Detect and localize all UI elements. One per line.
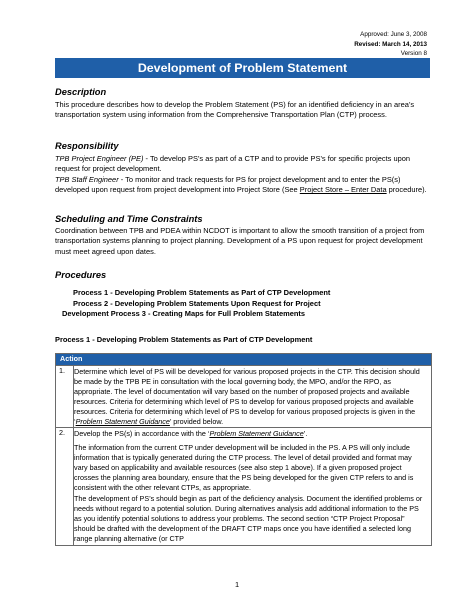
step2-paragraph-2: The development of PS’s should begin as part of the deficiency analysis. Document the identified problems or needs without regard to a potential solution. During alternatives analysis add additional information to the PS as you identify potential solutions to address your problems. The second section “CTP Project Proposal” should be drafted with the development of the DRAFT CTP maps once you have identified a selected long range planning alternative (or CTP	[74, 493, 423, 543]
guidance-link[interactable]: Problem Statement Guidance	[75, 416, 170, 426]
scheduling-text: Coordination between TPB and PDEA within NCDOT is important to allow the smooth transition of a project from transportation systems planning to project planning. Development of a PS upon request for project development must meet agreed upon dates.	[55, 226, 425, 256]
procedure-item-3[interactable]: Development Process 3 - Creating Maps for Full Problem Statements	[62, 309, 306, 319]
description-heading: Description	[55, 87, 107, 97]
procedures-list	[62, 288, 331, 320]
project-store-link[interactable]: Project Store – Enter Data	[299, 185, 387, 195]
procedure-item-2[interactable]: Process 2 - Developing Problem Statements Upon Request for Project	[73, 298, 321, 308]
role-staff-end: procedure).	[386, 185, 427, 195]
step-text: Determine which level of PS will be developed for various proposed projects in the CTP. This decision should be made by the TPB PE in consultation with the local governing body, the MPO, and/or the RPO, as appropriate. The level of documentation will vary based on the number of proposed projects and available resources. Criteria for determining which level of PS to develop for various proposed projects and available resources. Criteria for determining which level of PS to develop for various proposed projects is given in the ‘Problem Statement Guidance’ provided below.	[74, 366, 432, 428]
procedures-heading: Procedures	[55, 270, 107, 280]
responsibility-text	[55, 154, 433, 196]
approved-date: Approved: June 3, 2008	[360, 31, 427, 38]
step-number: 1.	[56, 366, 74, 428]
step2-paragraph-1: The information from the current CTP under development will be included in the PS. A PS will only include information that is typically generated during the CTP process. The level of detail provided and format may vary based on applicability and available resources (see also step 1 above). If a given proposed project crosses the planning area boundary, ensure that the PS being developed for the given CTP refers to and is consistent with the other relevant CTPs, as appropriate.	[74, 443, 414, 492]
responsibility-heading: Responsibility	[55, 141, 119, 151]
step-text: Develop the PS(s) in accordance with the ‘Problem Statement Guidance’. The information from the current CTP under development will be included in the PS. A PS will only include information that is typically generated during the CTP process. The level of detail provided and format may vary based on applicability and available resources (see also step 1 above). If a given proposed project crosses the planning area boundary, ensure that the PS being developed for the given CTP refers to and is consistent with the other relevant CTPs, as appropriate. The development of PS’s should begin as part of the deficiency analysis. Document the identified problems or needs without regard to a potential solution. During alternatives analysis add additional information to the PS as you identify potential solutions to address your problems. The second section “CTP Project Proposal” should be drafted with the development of the DRAFT CTP maps once you have identified a selected long range planning alternative (or CTP	[74, 428, 432, 546]
process1-heading: Process 1 - Developing Problem Statements as Part of CTP Development	[55, 335, 313, 344]
scheduling-heading: Scheduling and Time Constraints	[55, 214, 203, 224]
revised-date: Revised: March 14, 2013	[354, 40, 427, 48]
role-pe-text: - To develop PS’s as part of a CTP and to provide PS’s for specific projects upon request for project development.	[55, 154, 410, 174]
page-number: 1	[234, 580, 240, 589]
guidance-link[interactable]: Problem Statement Guidance	[209, 429, 304, 439]
action-table	[55, 353, 432, 546]
role-pe: TPB Project Engineer (PE)	[55, 154, 144, 163]
version-label: Version 8	[400, 50, 427, 58]
role-staff: TPB Staff Engineer	[55, 174, 119, 184]
description-text: This procedure describes how to develop the Problem Statement (PS) for an identified deficiency in an area’s transportation system using information from the Comprehensive Transportation Plan (CTP) process.	[55, 100, 415, 120]
action-header: Action	[56, 354, 432, 366]
role-staff-text: - To monitor and track requests for PS for project development and to enter the PS(s) developed upon request from project development into Project Store (See	[55, 174, 401, 195]
document-title: Development of Problem Statement	[55, 58, 430, 78]
step-number: 2.	[56, 428, 74, 546]
procedure-item-1[interactable]: Process 1 - Developing Problem Statements as Part of CTP Development	[73, 288, 331, 297]
document-meta	[354, 30, 427, 59]
table-row	[56, 428, 432, 546]
table-row	[56, 366, 432, 428]
